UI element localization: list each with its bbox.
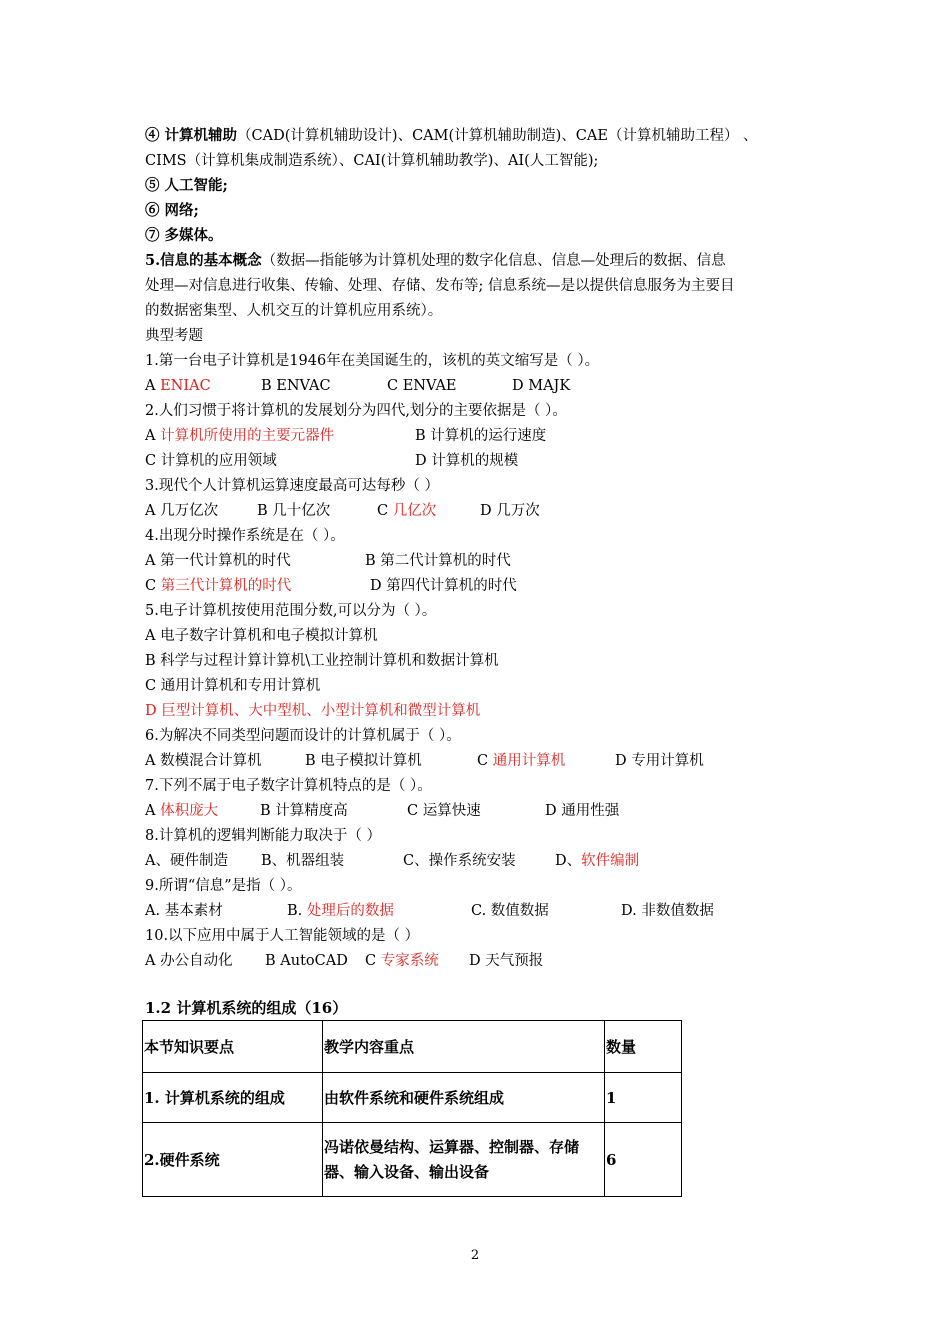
table-cell: 6 bbox=[605, 1123, 682, 1197]
table-cell: 1 bbox=[605, 1073, 682, 1123]
option-c: C ENVAE bbox=[387, 378, 457, 394]
option-prefix: C bbox=[365, 953, 381, 969]
table-cell: 2.硬件系统 bbox=[143, 1123, 323, 1197]
option-d: D 第四代计算机的时代 bbox=[370, 578, 517, 594]
answer: 计算机所使用的主要元器件 bbox=[160, 428, 335, 444]
column-header: 数量 bbox=[605, 1021, 682, 1073]
question-6: 6.为解决不同类型问题而设计的计算机属于（ ）。 bbox=[145, 728, 461, 744]
text: （数据—指能够为计算机处理的数字化信息、信息—处理后的数据、信息 bbox=[261, 253, 726, 269]
text-line: 的数据密集型、人机交互的计算机应用系统）。 bbox=[145, 303, 443, 319]
option-b: B ENVAC bbox=[261, 378, 331, 394]
question-9: 9.所谓“信息”是指（ ）。 bbox=[145, 878, 302, 894]
option-c: C 计算机的应用领域 bbox=[145, 453, 277, 469]
option-c bbox=[377, 502, 436, 520]
option-d: D 通用性强 bbox=[545, 803, 620, 819]
column-header: 教学内容重点 bbox=[323, 1021, 605, 1073]
answer: ENIAC bbox=[160, 378, 211, 394]
option-a bbox=[145, 802, 218, 820]
question-2: 2.人们习惯于将计算机的发展划分为四代,划分的主要依据是（ ）。 bbox=[145, 403, 567, 419]
answer: 软件编制 bbox=[581, 853, 640, 869]
heading-network: ⑥ 网络; bbox=[145, 202, 199, 219]
option-prefix: C bbox=[477, 753, 493, 769]
answer: 第三代计算机的时代 bbox=[160, 578, 292, 594]
heading-computer-aided: ④ 计算机辅助 bbox=[145, 127, 238, 144]
option-a: A 电子数字计算机和电子模拟计算机 bbox=[145, 628, 378, 644]
text-line bbox=[145, 252, 726, 270]
option-a: A 数模混合计算机 bbox=[145, 753, 262, 769]
subheading-typical-questions: 典型考题 bbox=[145, 328, 203, 344]
option-c: C 通用计算机和专用计算机 bbox=[145, 678, 321, 694]
question-5: 5.电子计算机按使用范围分数,可以分为（ ）。 bbox=[145, 603, 437, 619]
option-d: D 专用计算机 bbox=[615, 753, 704, 769]
option-b: B AutoCAD bbox=[265, 953, 348, 969]
section-title: 1.2 计算机系统的组成（16） bbox=[145, 999, 348, 1017]
table-row bbox=[143, 1123, 682, 1197]
question-8: 8.计算机的逻辑判断能力取决于（ ） bbox=[145, 828, 381, 844]
question-4: 4.出现分时操作系统是在（ ）。 bbox=[145, 528, 345, 544]
option-prefix: A bbox=[145, 428, 161, 444]
column-header: 本节知识要点 bbox=[143, 1021, 323, 1073]
table-cell: 冯诺依曼结构、运算器、控制器、存储器、输入设备、输出设备 bbox=[323, 1123, 605, 1197]
answer: 通用计算机 bbox=[492, 753, 566, 769]
table-cell: 1. 计算机系统的组成 bbox=[143, 1073, 323, 1123]
answer: 专家系统 bbox=[380, 953, 439, 969]
option-c: C 运算快速 bbox=[407, 803, 481, 819]
option-b: B 计算机的运行速度 bbox=[415, 428, 547, 444]
option-a bbox=[145, 427, 334, 445]
option-d: D. 非数值数据 bbox=[621, 903, 714, 919]
option-b: B 科学与过程计算计算机\工业控制计算机和数据计算机 bbox=[145, 653, 499, 669]
option-prefix: B. bbox=[287, 903, 307, 919]
answer: 几亿次 bbox=[392, 503, 437, 519]
option-b bbox=[287, 902, 394, 920]
question-3: 3.现代个人计算机运算速度最高可达每秒（ ） bbox=[145, 478, 439, 494]
option-a bbox=[145, 377, 211, 395]
option-a: A、硬件制造 bbox=[145, 853, 228, 869]
option-a: A. 基本素材 bbox=[145, 903, 223, 919]
option-c: C、操作系统安装 bbox=[403, 853, 516, 869]
option-b: B 电子模拟计算机 bbox=[305, 753, 422, 769]
option-a: A 第一代计算机的时代 bbox=[145, 553, 291, 569]
option-a: A 几万亿次 bbox=[145, 503, 219, 519]
option-prefix: D、 bbox=[555, 853, 582, 869]
knowledge-table bbox=[142, 1020, 682, 1197]
option-d bbox=[145, 702, 480, 720]
option-c bbox=[365, 952, 439, 970]
option-c: C. 数值数据 bbox=[471, 903, 549, 919]
question-1: 1.第一台电子计算机是1946年在美国诞生的，该机的英文缩写是（ ）。 bbox=[145, 353, 600, 369]
option-b: B 计算精度高 bbox=[260, 803, 348, 819]
option-d: D 几万次 bbox=[480, 503, 540, 519]
heading-ai: ⑤ 人工智能; bbox=[145, 177, 228, 194]
text-line bbox=[145, 127, 758, 145]
heading-multimedia: ⑦ 多媒体。 bbox=[145, 227, 223, 244]
option-a: A 办公自动化 bbox=[145, 953, 233, 969]
page-number: 2 bbox=[470, 1248, 480, 1263]
option-d: D MAJK bbox=[512, 378, 571, 394]
heading-info-concept: 5.信息的基本概念 bbox=[145, 252, 262, 269]
answer: 处理后的数据 bbox=[306, 903, 394, 919]
option-d: D 计算机的规模 bbox=[415, 453, 519, 469]
option-c bbox=[477, 752, 565, 770]
text-line: 处理—对信息进行收集、传输、处理、存储、发布等; 信息系统—是以提供信息服务为主要目 bbox=[145, 278, 735, 294]
option-b: B、机器组装 bbox=[261, 853, 345, 869]
table-row bbox=[143, 1073, 682, 1123]
table-header-row bbox=[143, 1021, 682, 1073]
option-b: B 第二代计算机的时代 bbox=[365, 553, 511, 569]
option-c bbox=[145, 577, 291, 595]
option-prefix: A bbox=[145, 378, 161, 394]
answer: 巨型计算机、大中型机、小型计算机和微型计算机 bbox=[161, 703, 481, 719]
table-cell: 由软件系统和硬件系统组成 bbox=[323, 1073, 605, 1123]
question-7: 7.下列不属于电子数字计算机特点的是（ ）。 bbox=[145, 778, 432, 794]
option-prefix: C bbox=[145, 578, 161, 594]
option-b: B 几十亿次 bbox=[257, 503, 331, 519]
option-prefix: A bbox=[145, 803, 161, 819]
answer: 体积庞大 bbox=[160, 803, 219, 819]
question-10: 10.以下应用中属于人工智能领域的是（ ） bbox=[145, 928, 420, 944]
text-line: CIMS（计算机集成制造系统）、CAI(计算机辅助教学)、AI(人工智能); bbox=[145, 153, 599, 169]
option-prefix: C bbox=[377, 503, 393, 519]
option-d bbox=[555, 852, 639, 870]
option-d: D 天气预报 bbox=[469, 953, 544, 969]
option-prefix: D bbox=[145, 703, 162, 719]
text: （CAD(计算机辅助设计)、CAM(计算机辅助制造)、CAE（计算机辅助工程） 、 bbox=[237, 128, 758, 144]
